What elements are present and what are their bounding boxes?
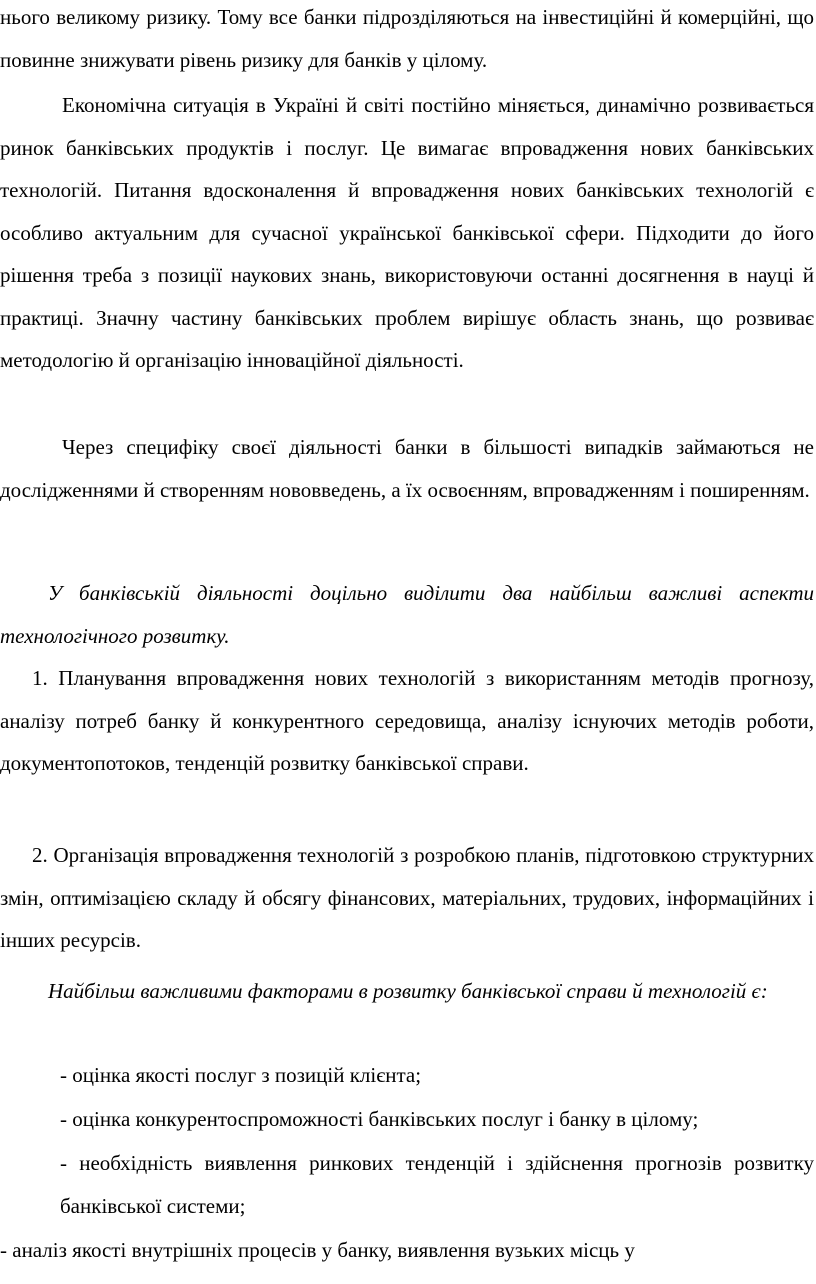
paragraph-text: Через специфіку своєї діяльності банки в більшості випадків займаються не дослідженнями й створенням нововведень, а їх освоєнням, впровадженням і поширенням. (0, 435, 814, 502)
paragraph-text: У банківській діяльності доцільно виділити два найбільш важливі аспекти технологічного розвитку. (0, 581, 814, 648)
list-item-text: - необхідність виявлення ринкових тенденцій і здійснення прогнозів розвитку банківської системи; (60, 1151, 814, 1218)
list-item-market-trends (60, 1142, 814, 1227)
list-item-text: 2. Організація впровадження технологій з розробкою планів, підготовкою структурних змін, оптимізацією складу й обсягу фінансових, матеріальних, трудових, інформаційних і інших ресурсів. (0, 843, 814, 952)
paragraph-important-factors (0, 970, 814, 1013)
paragraph-intro-risk (0, 0, 814, 81)
paragraph-economic-situation (0, 84, 814, 382)
list-item-text: 1. Планування впровадження нових технологій з використанням методів прогнозу, аналізу потреб банку й конкурентного середовища, аналізу існуючих методів роботи, документопотоков, тенденцій розвитку банківської справи. (0, 666, 814, 775)
paragraph-bank-specifics (0, 426, 814, 511)
list-item-text: - аналіз якості внутрішніх процесів у банку, виявлення вузьких місць у (0, 1238, 635, 1262)
paragraph-text: Економічна ситуація в Україні й світі постійно міняється, динамічно розвивається ринок банківських продуктів і послуг. Це вимагає впровадження нових банківських технологій. Питання вдосконалення й впровадження нових банківських технологій є особливо актуальним для сучасної української банківської сфери. Підходити до його рішення треба з позиції наукових знань, використовуючи останні досягнення в науці й практиці. Значну частину банківських проблем вирішує область знань, що розвиває методологію й організацію інноваційної діяльності. (0, 93, 814, 372)
paragraph-text: Найбільш важливими факторами в розвитку банківської справи й технологій є: (48, 979, 768, 1003)
list-item-text: - оцінка якості послуг з позицій клієнта; (60, 1063, 422, 1087)
list-item-internal-processes (0, 1229, 816, 1272)
paragraph-text: нього великому ризику. Тому все банки підрозділяються на інвестиційні й комерційні, що повинне знижувати рівень ризику для банків у цілому. (0, 5, 814, 72)
list-item-organization (0, 834, 814, 962)
list-item-competitiveness (60, 1098, 814, 1141)
list-item-planning (0, 657, 814, 785)
paragraph-technology-aspects (0, 572, 814, 657)
list-item-service-quality (60, 1054, 814, 1097)
list-item-text: - оцінка конкурентоспроможності банківських послуг і банку в цілому; (60, 1107, 699, 1131)
